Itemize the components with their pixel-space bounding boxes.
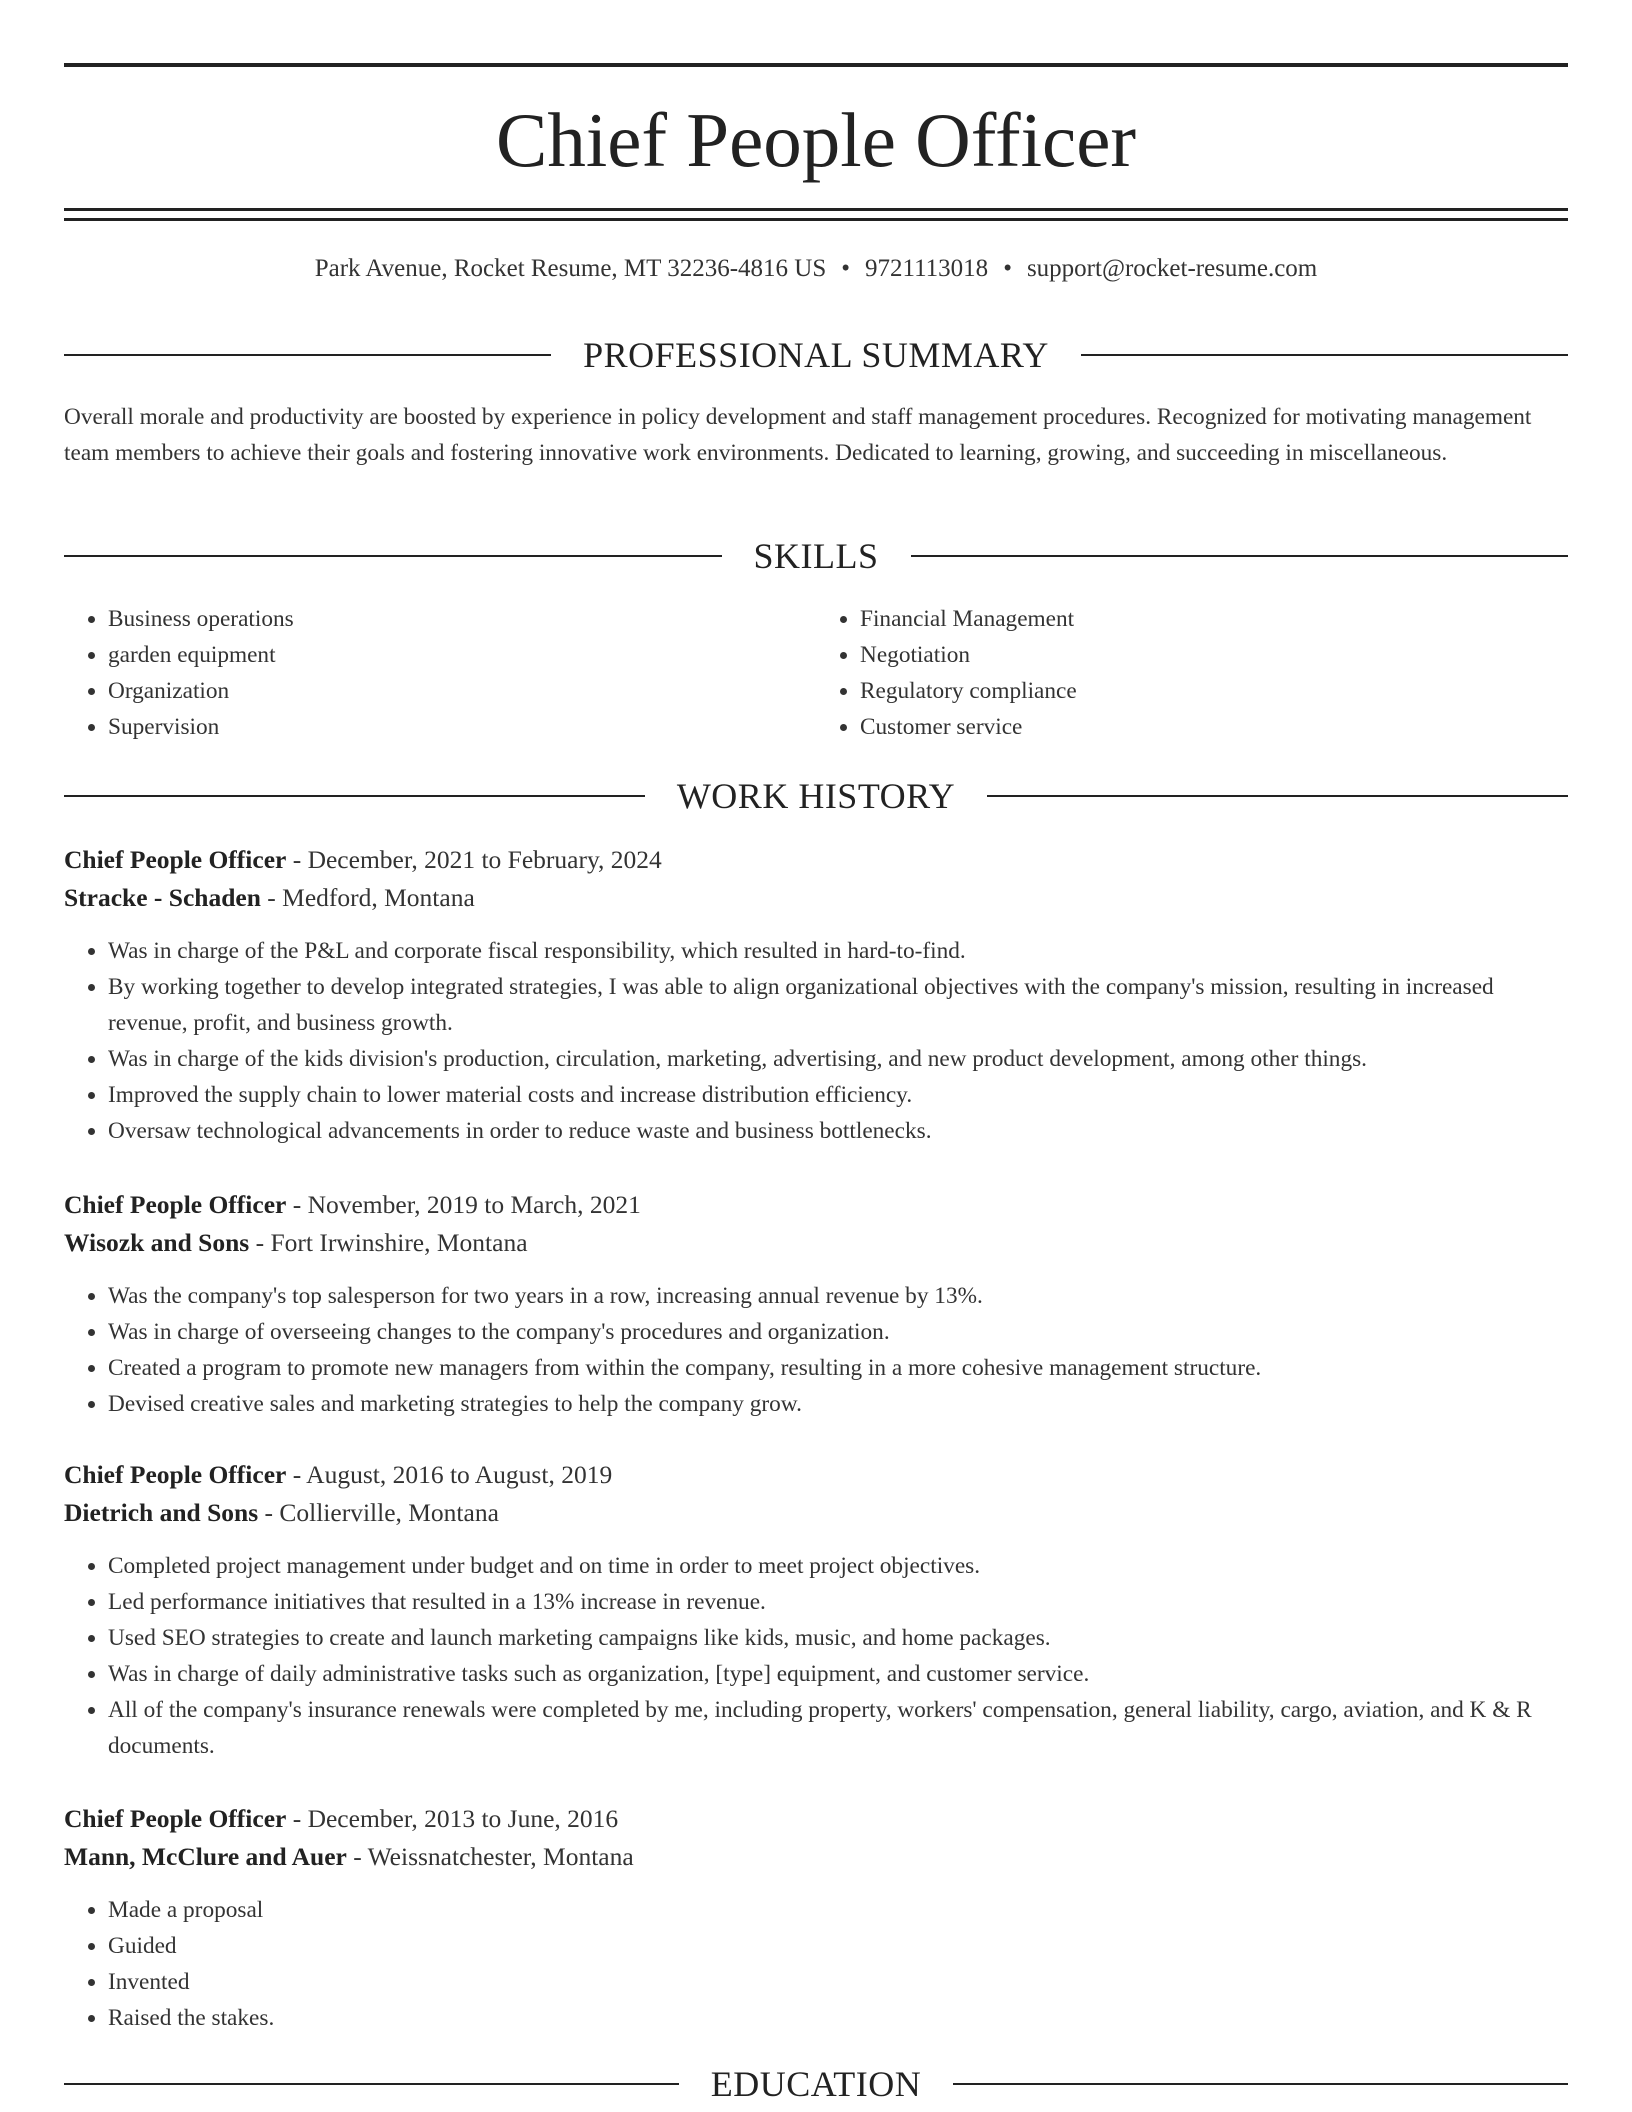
name-double-rule (64, 208, 1568, 221)
job-bullet: • Was in charge of overseeing changes to the company's procedures and organization. (108, 1314, 1568, 1350)
skill-item: • Organization (108, 673, 816, 709)
job-dates: - December, 2013 to June, 2016 (286, 1804, 619, 1833)
job-bullets (64, 1548, 1568, 1764)
contact-line (64, 253, 1568, 285)
contact-phone[interactable]: 9721113018 (865, 255, 989, 282)
job-bullet: • Was in charge of daily administrative tasks such as organization, [type] equipment, and customer service. (108, 1656, 1568, 1692)
heading-rule (987, 795, 1568, 797)
job-bullets (64, 1278, 1568, 1422)
skill-item: • Supervision (108, 709, 816, 745)
job-entry (64, 841, 1568, 1149)
education-heading-title: EDUCATION (710, 2064, 922, 2104)
top-rule (64, 63, 1568, 67)
job-title-line (64, 1456, 1568, 1494)
job-bullet: • By working together to develop integrated strategies, I was able to align organizational objectives with the company's mission, resulting in increased revenue, profit, and business growth. (108, 969, 1568, 1041)
job-bullet: • Devised creative sales and marketing strategies to help the company grow. (108, 1386, 1568, 1422)
heading-rule (911, 555, 1569, 557)
skill-item: • Financial Management (860, 601, 1568, 637)
job-location: - Fort Irwinshire, Montana (249, 1228, 528, 1257)
skills-heading (64, 534, 1568, 578)
job-bullet: • Oversaw technological advancements in order to reduce waste and business bottlenecks. (108, 1113, 1568, 1149)
work-heading-title: WORK HISTORY (676, 776, 956, 816)
job-company-line (64, 1224, 1568, 1262)
heading-rule (1081, 354, 1568, 356)
job-title-line (64, 1186, 1568, 1224)
summary-text: Overall morale and productivity are boosted by experience in policy development and staff management procedures. Recognized for motivating management team members to achieve their goals and fostering innovative work environments. Dedicated to learning, growing, and succeeding in miscellaneous. (64, 404, 1532, 466)
skill-item: • garden equipment (108, 637, 816, 673)
skill-item: • Negotiation (860, 637, 1568, 673)
job-location: - Medford, Montana (260, 883, 475, 912)
contact-separator: • (841, 255, 851, 282)
job-company: Dietrich and Sons (64, 1498, 259, 1527)
heading-rule (64, 354, 551, 356)
job-bullet: • Was in charge of the P&L and corporate fiscal responsibility, which resulted in hard-to-find. (108, 933, 1568, 969)
job-entry (64, 1456, 1568, 1764)
resume-name: Chief People Officer (495, 97, 1137, 183)
summary-heading-title: PROFESSIONAL SUMMARY (583, 335, 1049, 375)
job-dates: - August, 2016 to August, 2019 (286, 1460, 613, 1489)
job-company: Wisozk and Sons (64, 1228, 250, 1257)
job-bullet: • Was in charge of the kids division's production, circulation, marketing, advertising, and new product development, among other things. (108, 1041, 1568, 1077)
contact-address: Park Avenue, Rocket Resume, MT 32236-4816 US (314, 255, 827, 282)
heading-rule (64, 555, 722, 557)
skill-item: • Regulatory compliance (860, 673, 1568, 709)
job-entry (64, 1186, 1568, 1422)
skill-item: • Business operations (108, 601, 816, 637)
skills-heading-title: SKILLS (753, 536, 879, 576)
job-company-line (64, 879, 1568, 917)
skills-column-left (64, 601, 816, 745)
skills-column-right (816, 601, 1568, 745)
job-bullet: • All of the company's insurance renewals were completed by me, including property, workers' compensation, general liability, cargo, aviation, and K & R documents. (108, 1692, 1568, 1764)
summary-heading (64, 333, 1568, 377)
job-bullet: • Improved the supply chain to lower material costs and increase distribution efficiency. (108, 1077, 1568, 1113)
work-heading (64, 774, 1568, 818)
job-location: - Weissnatchester, Montana (346, 1842, 634, 1871)
job-dates: - December, 2021 to February, 2024 (286, 845, 662, 874)
heading-rule (953, 2083, 1568, 2085)
job-bullet: • Was the company's top salesperson for two years in a row, increasing annual revenue by 13%. (108, 1278, 1568, 1314)
job-company: Stracke - Schaden (64, 883, 261, 912)
skills-list (64, 601, 1568, 745)
job-title: Chief People Officer (64, 1190, 287, 1219)
contact-email[interactable]: support@rocket-resume.com (1026, 255, 1318, 282)
job-bullet: • Invented (108, 1964, 1568, 2000)
job-title: Chief People Officer (64, 845, 287, 874)
job-bullet: • Guided (108, 1928, 1568, 1964)
heading-rule (64, 2083, 679, 2085)
job-company-line (64, 1494, 1568, 1532)
job-entry (64, 1800, 1568, 2036)
job-bullet: • Led performance initiatives that resulted in a 13% increase in revenue. (108, 1584, 1568, 1620)
skill-item: • Customer service (860, 709, 1568, 745)
heading-rule (64, 795, 645, 797)
job-title-line (64, 841, 1568, 879)
contact-separator: • (1003, 255, 1012, 282)
job-location: - Collierville, Montana (258, 1498, 499, 1527)
job-title: Chief People Officer (64, 1460, 287, 1489)
job-company-line (64, 1838, 1568, 1876)
job-bullets (64, 1892, 1568, 2036)
job-dates: - November, 2019 to March, 2021 (286, 1190, 641, 1219)
job-bullets (64, 933, 1568, 1149)
job-bullet: • Used SEO strategies to create and launch marketing campaigns like kids, music, and home packages. (108, 1620, 1568, 1656)
job-bullet: • Completed project management under budget and on time in order to meet project objectives. (108, 1548, 1568, 1584)
job-bullet: • Raised the stakes. (108, 2000, 1568, 2036)
job-title: Chief People Officer (64, 1804, 287, 1833)
education-heading (64, 2062, 1568, 2106)
job-bullet: • Made a proposal (108, 1892, 1568, 1928)
job-bullet: • Created a program to promote new managers from within the company, resulting in a more cohesive management structure. (108, 1350, 1568, 1386)
job-company: Mann, McClure and Auer (64, 1842, 347, 1871)
job-title-line (64, 1800, 1568, 1838)
